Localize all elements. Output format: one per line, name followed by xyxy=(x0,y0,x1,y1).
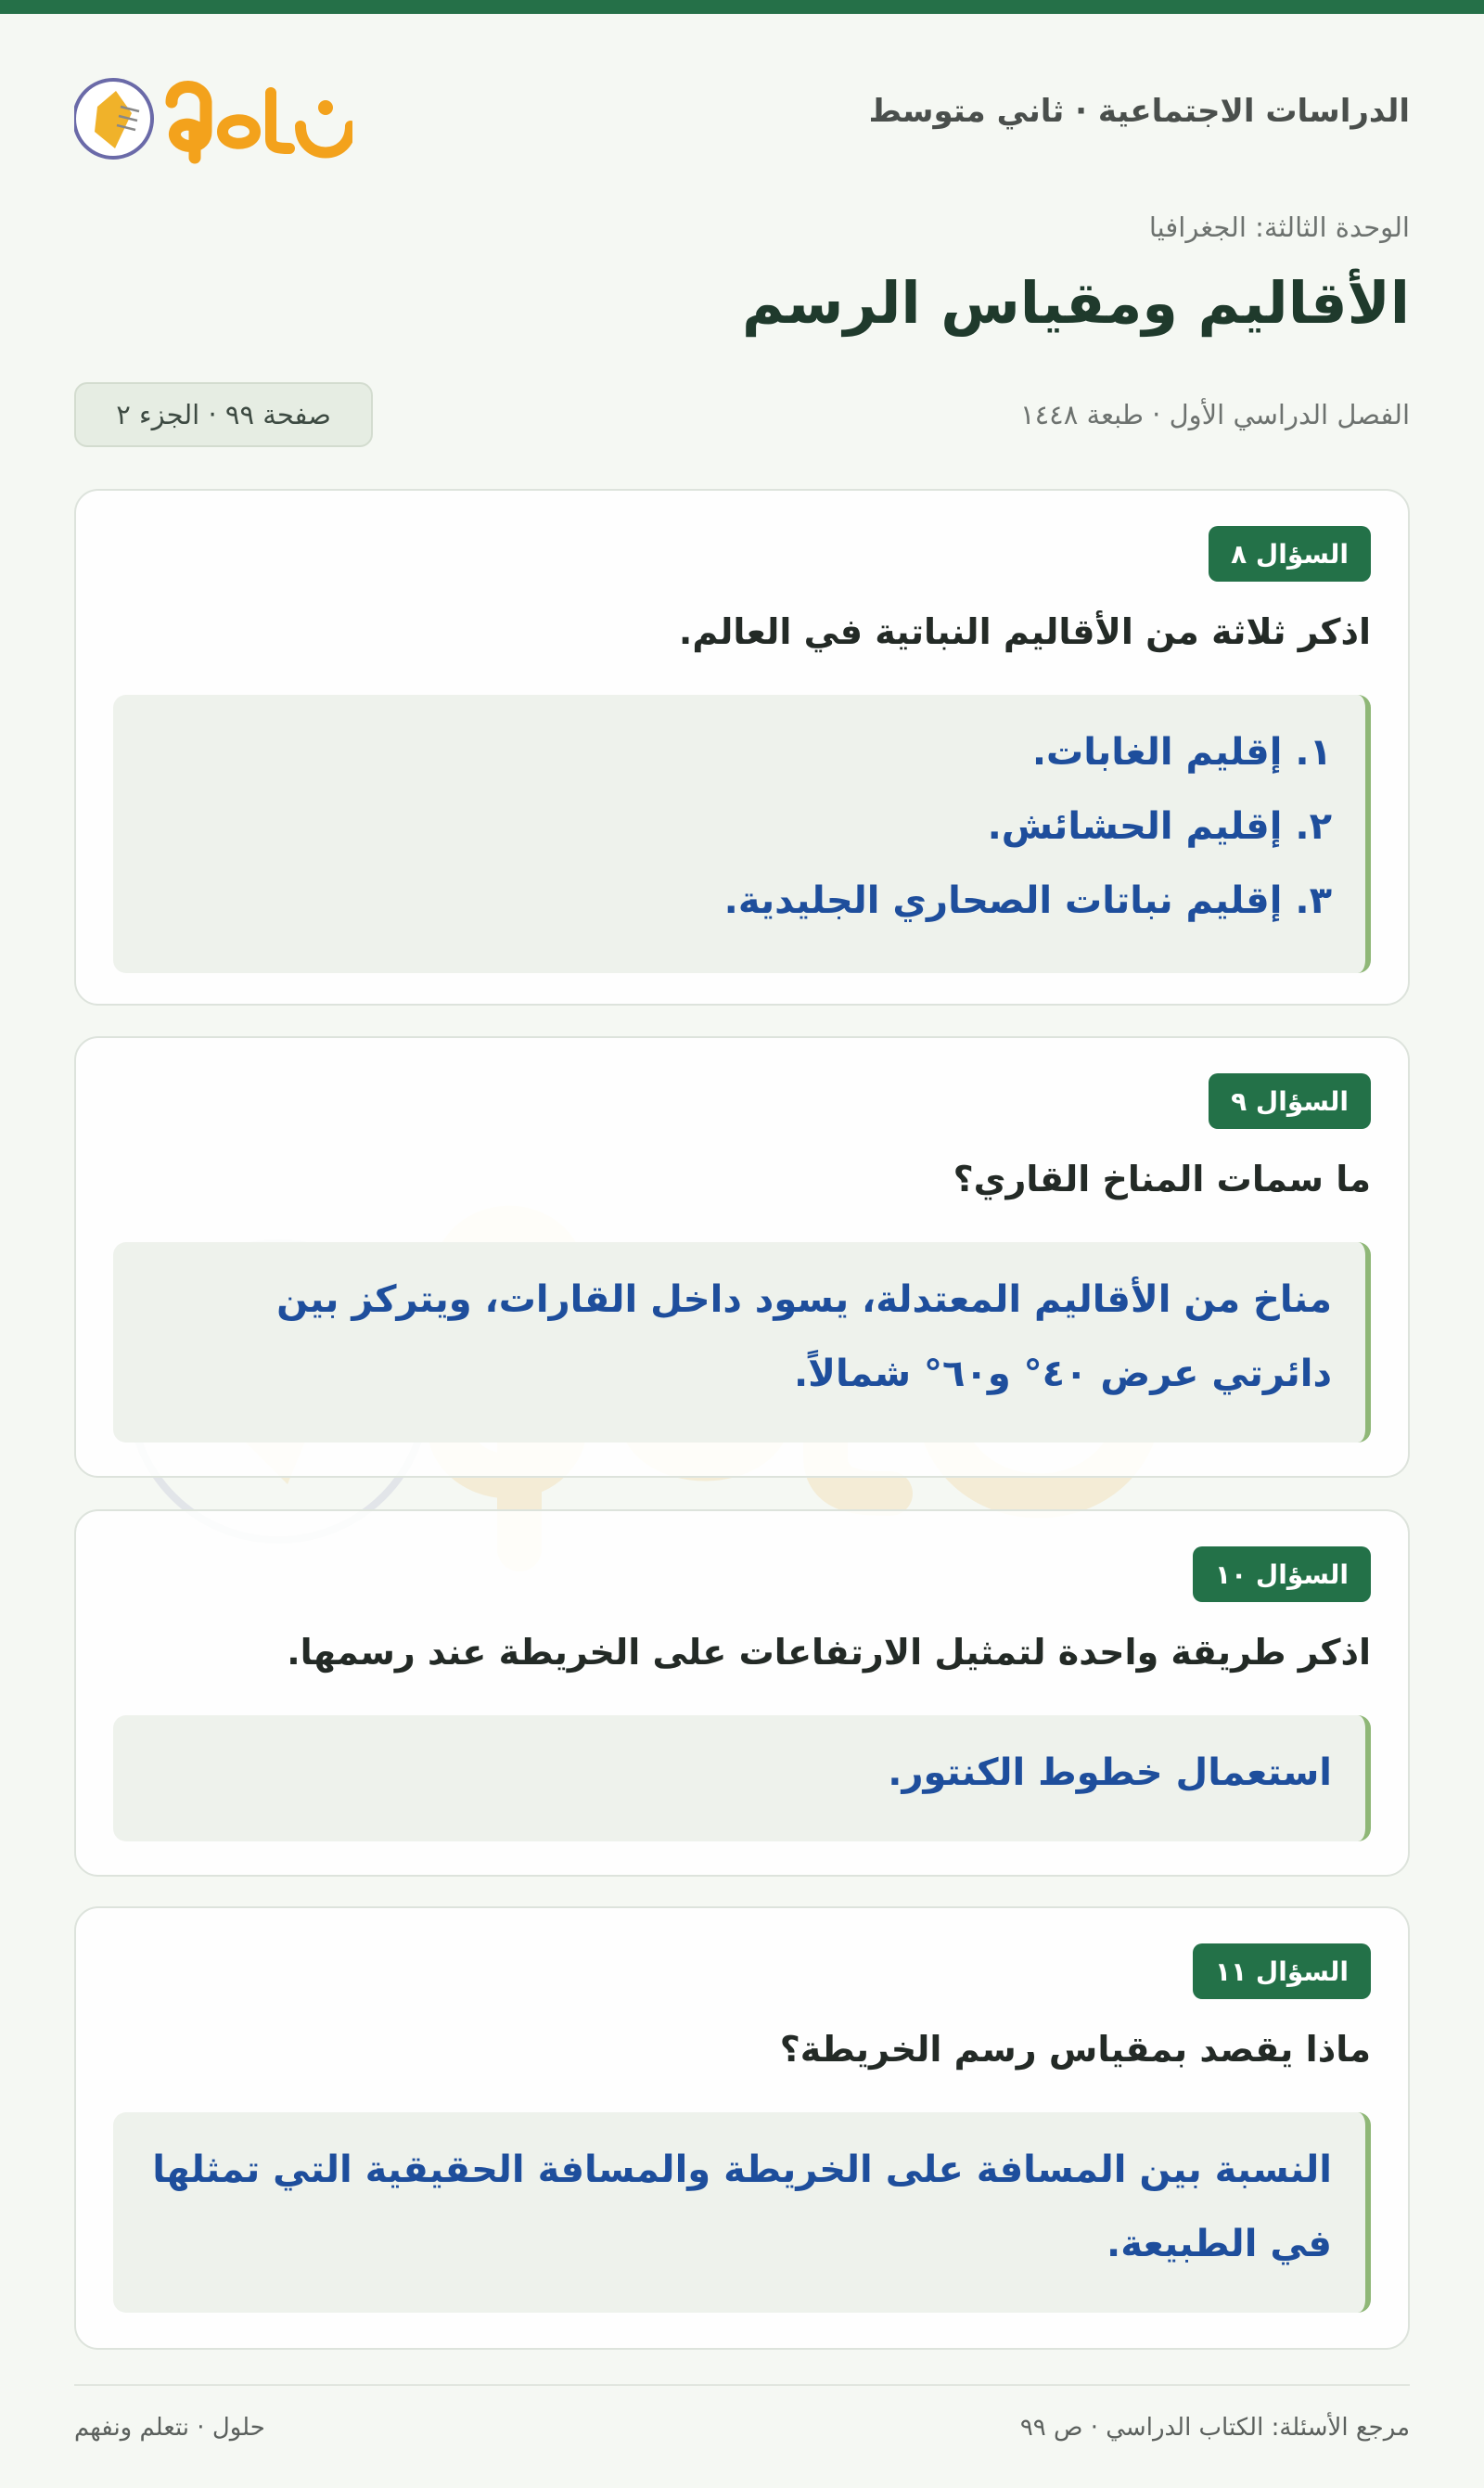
footer-tagline: حلول · نتعلم ونفهم xyxy=(74,2414,265,2442)
question-number-badge: السؤال ١٠ xyxy=(1193,1546,1371,1602)
unit-label: الوحدة الثالثة: الجغرافيا xyxy=(1148,212,1410,243)
question-text: اذكر طريقة واحدة لتمثيل الارتفاعات على الخريطة عند رسمها. xyxy=(287,1632,1371,1673)
subject-title: الدراسات الاجتماعية · ثاني متوسط xyxy=(868,93,1410,130)
answer-box xyxy=(113,1242,1371,1443)
question-card xyxy=(74,1509,1410,1877)
question-number-badge: السؤال ١١ xyxy=(1193,1943,1371,1999)
answer-line: ٣. إقليم نباتات الصحاري الجليدية. xyxy=(723,879,1332,922)
question-card xyxy=(74,1906,1410,2350)
question-card xyxy=(74,1036,1410,1478)
answer-text: النسبة بين المسافة على الخريطة والمسافة الحقيقية التي تمثلها في الطبيعة. xyxy=(152,2148,1332,2265)
question-text: ماذا يقصد بمقياس رسم الخريطة؟ xyxy=(779,2029,1371,2070)
answer-box xyxy=(113,695,1371,973)
footer-divider xyxy=(74,2384,1410,2386)
question-text: ما سمات المناخ القاري؟ xyxy=(953,1159,1371,1199)
question-text: اذكر ثلاثة من الأقاليم النباتية في العالم. xyxy=(678,611,1371,652)
answer-line: ٢. إقليم الحشائش. xyxy=(987,805,1332,848)
footer-reference: مرجع الأسئلة: الكتاب الدراسي · ص ٩٩ xyxy=(1019,2414,1410,2442)
lesson-title: الأقاليم ومقياس الرسم xyxy=(741,269,1410,337)
answer-line: ١. إقليم الغابات. xyxy=(1031,731,1332,774)
question-number-badge: السؤال ٩ xyxy=(1209,1073,1371,1129)
edition-label: الفصل الدراسي الأول · طبعة ١٤٤٨ xyxy=(1020,399,1410,430)
page-info-badge: صفحة ٩٩ · الجزء ٢ xyxy=(74,382,373,447)
question-number-badge: السؤال ٨ xyxy=(1209,526,1371,582)
hulool-logo xyxy=(74,65,352,167)
top-accent-bar xyxy=(0,0,1484,14)
answer-text: استعمال خطوط الكنتور. xyxy=(888,1751,1332,1794)
page-header xyxy=(74,65,1410,167)
answer-text: مناخ من الأقاليم المعتدلة، يسود داخل القارات، ويتركز بين دائرتي عرض ٤٠° و٦٠° شمالاً. xyxy=(276,1278,1332,1395)
question-card xyxy=(74,489,1410,1006)
answer-box xyxy=(113,1715,1371,1841)
answer-box xyxy=(113,2112,1371,2313)
